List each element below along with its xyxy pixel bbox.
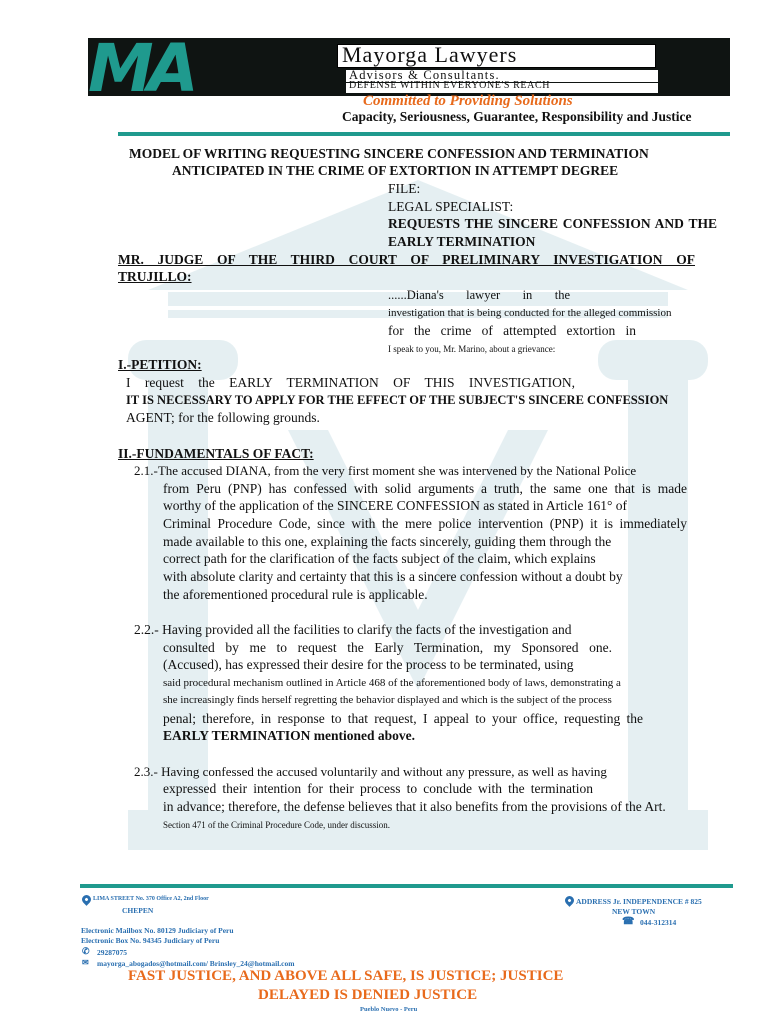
footer-divider	[80, 884, 733, 888]
para-2-2-line: she increasingly finds herself regretting the behavior displayed and which is the subject of the process	[163, 694, 612, 706]
firm-logo: MA	[88, 38, 193, 96]
para-2-1-line: Criminal Procedure Code, since with the mere police intervention (PNP) it is immediately	[163, 516, 687, 531]
footer-slogan-line-1: FAST JUSTICE, AND ABOVE ALL SAFE, IS JUSTICE; JUSTICE	[128, 968, 564, 984]
petition-line-3: AGENT; for the following grounds.	[126, 410, 320, 425]
para-2-2-line: penal; therefore, in response to that request, I appeal to your office, requesting the	[163, 711, 643, 726]
footer-mailbox-2: Electronic Box No. 94345 Judiciary of Peru	[81, 936, 220, 945]
judge-address-line-1: MR. JUDGE OF THE THIRD COURT OF PRELIMINARY INVESTIGATION OF	[118, 252, 695, 267]
petition-line-1: I request the EARLY TERMINATION OF THIS INVESTIGATION,	[126, 375, 575, 390]
location-pin-icon	[80, 893, 93, 906]
requests-line-1: REQUESTS THE SINCERE CONFESSION AND THE	[388, 216, 717, 231]
para-2-2-line: consulted by me to request the Early Termination, my Sponsored one.	[163, 640, 612, 655]
firm-name: Mayorga Lawyers	[342, 42, 518, 67]
requests-line-2: EARLY TERMINATION	[388, 234, 536, 249]
mail-icon: ✉	[82, 958, 89, 967]
footer-phone-left: 29287075	[97, 948, 127, 957]
capacity-tagline: Capacity, Seriousness, Guarantee, Responsibility and Justice	[342, 109, 692, 124]
defense-box	[346, 80, 658, 93]
doc-title-line-1: MODEL OF WRITING REQUESTING SINCERE CONFESSION AND TERMINATION	[129, 146, 649, 161]
footer-mailbox-1: Electronic Mailbox No. 80129 Judiciary of Peru	[81, 926, 234, 935]
para-2-3-line: 2.3.- Having confessed the accused voluntarily and without any pressure, as well as having	[134, 764, 607, 779]
committed-tagline: Committed to Providing Solutions	[363, 93, 573, 109]
footer-address-right: ADDRESS Jr. INDEPENDENCE # 825	[576, 897, 702, 906]
para-2-1-line: from Peru (PNP) has confessed with solid arguments a truth, the same one that is made	[163, 481, 687, 496]
location-pin-icon	[563, 894, 576, 907]
para-2-1-line: worthy of the application of the SINCERE CONFESSION as stated in Article 161° of	[163, 498, 627, 513]
petition-line-2: IT IS NECESSARY TO APPLY FOR THE EFFECT OF THE SUBJECT'S SINCERE CONFESSION	[126, 393, 669, 407]
footer-town: Pueblo Nuevo - Peru	[360, 1006, 418, 1013]
para-2-3-line: expressed their intention for their process to conclude with the termination	[163, 781, 593, 796]
para-2-1-line: the aforementioned procedural rule is applicable.	[163, 587, 428, 602]
footer-city-left: CHEPEN	[122, 906, 154, 915]
advisors-text: Advisors & Consultants.	[349, 68, 500, 82]
para-2-1-line: with absolute clarity and certainty that this is a sincere confession without a doubt by	[163, 569, 623, 584]
intro-line-1: ......Diana's lawyer in the	[388, 288, 570, 302]
intro-line-3: for the crime of attempted extortion in	[388, 323, 636, 338]
footer-address-left: LIMA STREET No. 370 Office A2, 2nd Floor	[93, 896, 209, 902]
intro-line-2: investigation that is being conducted for the alleged commission	[388, 307, 672, 319]
para-2-2-line: (Accused), has expressed their desire for the process to be terminated, using	[163, 657, 574, 672]
petition-heading: I.-PETITION:	[118, 357, 202, 372]
phone-icon: ✆	[82, 946, 90, 956]
para-2-2-line: 2.2.- Having provided all the facilities to clarify the facts of the investigation and	[134, 622, 572, 637]
legal-specialist-label: LEGAL SPECIALIST:	[388, 199, 514, 214]
footer-phone-right: 044-312314	[640, 918, 677, 927]
letterhead-banner	[88, 38, 730, 96]
header-divider	[118, 132, 730, 136]
para-2-3-line: in advance; therefore, the defense believes that it also benefits from the provisions of the Art.	[163, 799, 666, 814]
firm-name-box	[337, 44, 656, 68]
para-2-2-line: EARLY TERMINATION mentioned above.	[163, 728, 416, 743]
fundamentals-heading: II.-FUNDAMENTALS OF FACT:	[118, 446, 314, 461]
judge-address-line-2: TRUJILLO:	[118, 269, 192, 284]
file-label: FILE:	[388, 181, 421, 196]
footer-slogan-line-2: DELAYED IS DENIED JUSTICE	[258, 987, 478, 1003]
para-2-3-line: Section 471 of the Criminal Procedure Code, under discussion.	[163, 820, 390, 830]
para-2-1-line: made available to this one, explaining the facts sincerely, guiding them through the	[163, 534, 612, 549]
footer-emails: mayorga_abogados@hotmail.com/ Brinsley_24@hotmail.com	[97, 959, 295, 968]
para-2-1-line: 2.1.-The accused DIANA, from the very first moment she was intervened by the National Police	[134, 463, 637, 478]
para-2-2-line: said procedural mechanism outlined in Article 468 of the aforementioned body of laws, demonstrating a	[163, 677, 621, 689]
doc-title-line-2: ANTICIPATED IN THE CRIME OF EXTORTION IN ATTEMPT DEGREE	[172, 163, 619, 178]
telephone-icon: ☎	[622, 916, 635, 927]
defense-text: DEFENSE WITHIN EVERYONE'S REACH	[349, 80, 551, 91]
para-2-1-line: correct path for the clarification of the facts subject of the claim, which explains	[163, 551, 596, 566]
footer-city-right: NEW TOWN	[612, 907, 656, 916]
intro-line-4: I speak to you, Mr. Marino, about a grievance:	[388, 344, 556, 354]
